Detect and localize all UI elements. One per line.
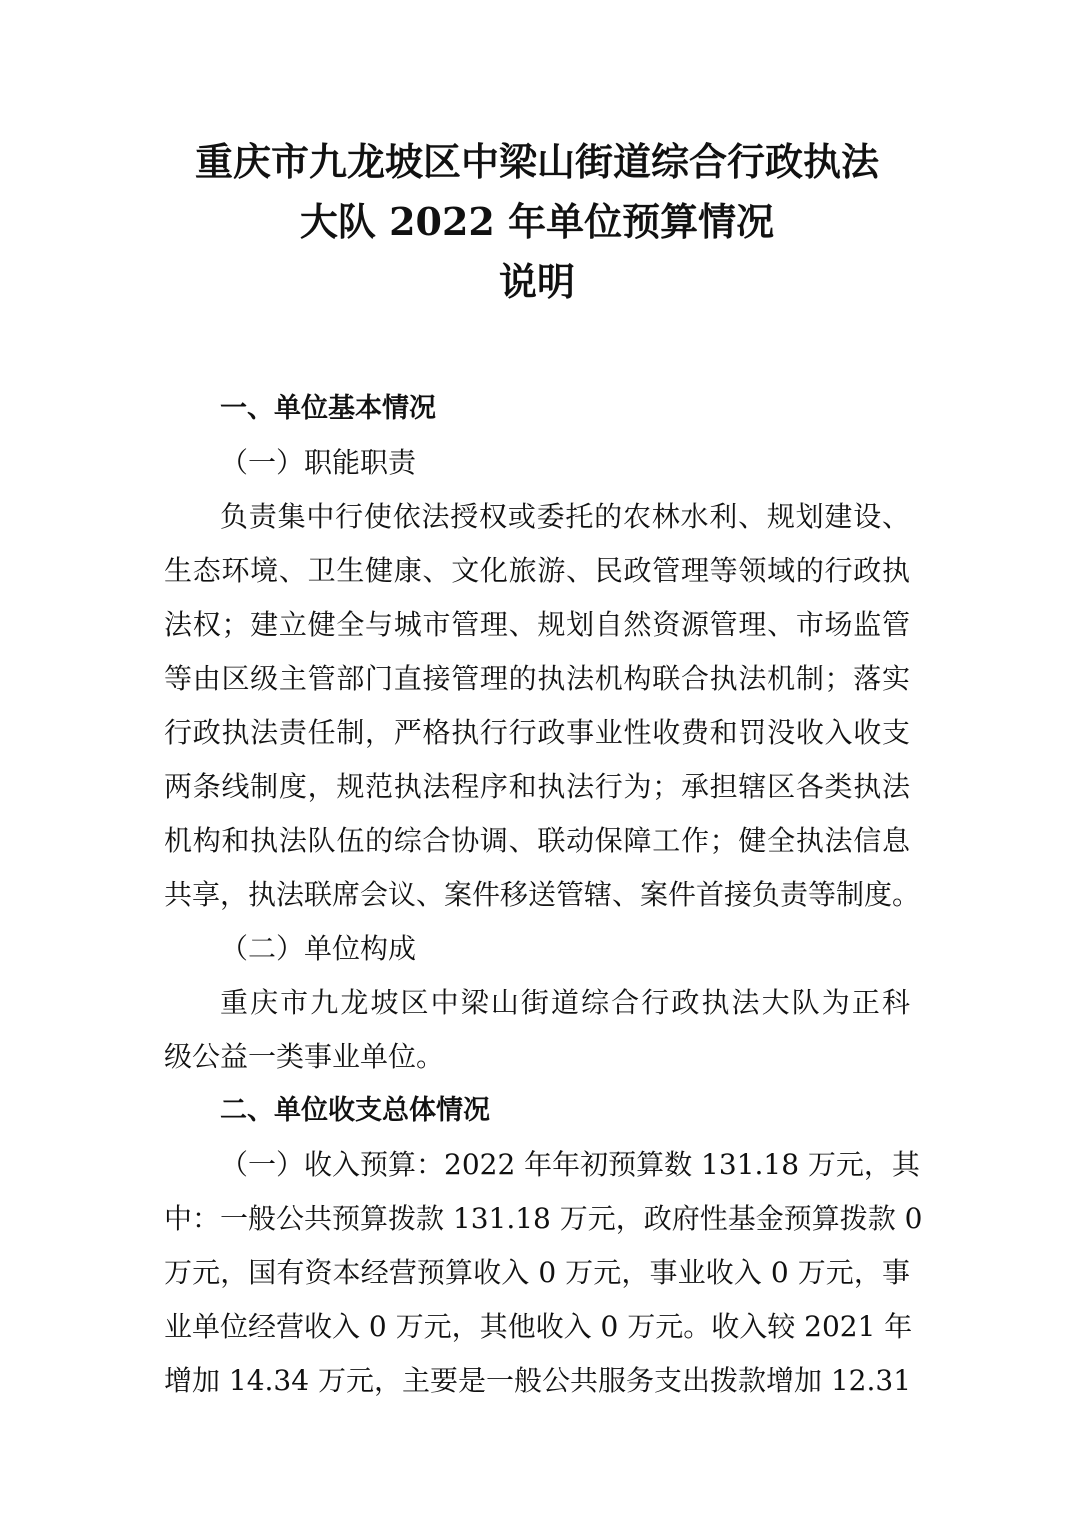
section-1-para-2 [164,976,910,1084]
text-line: （一）收入预算：2022 年年初预算数 131.18 万元，其 [220,1148,920,1181]
section-1-para-1 [164,490,921,922]
document-title [164,132,910,312]
text-line: 法权；建立健全与城市管理、规划自然资源管理、市场监管 [164,608,910,641]
text-line: 业单位经营收入 0 万元，其他收入 0 万元。收入较 2021 年 [164,1310,913,1343]
title-spacer [164,312,910,382]
text-line: 两条线制度，规范执法程序和执法行为；承担辖区各类执法 [164,770,910,803]
text-line: 生态环境、卫生健康、文化旅游、民政管理等领域的行政执 [164,554,910,587]
section-1-sub-2: （二）单位构成 [220,932,417,965]
section-1-heading: 一、单位基本情况 [220,393,436,424]
text-line: 中：一般公共预算拨款 131.18 万元，政府性基金预算拨款 0 [164,1202,923,1235]
text-line: 等由区级主管部门直接管理的执法机构联合执法机制；落实 [164,662,910,695]
text-line: 重庆市九龙坡区中梁山街道综合行政执法大队为正科 [220,986,910,1019]
title-line-3: 说明 [498,259,575,304]
title-line-2: 大队 2022 年单位预算情况 [299,199,775,244]
text-line: 万元，国有资本经营预算收入 0 万元，事业收入 0 万元，事 [164,1256,910,1289]
text-line: 共享，执法联席会议、案件移送管辖、案件首接负责等制度。 [164,878,921,911]
text-line: 机构和执法队伍的综合协调、联动保障工作；健全执法信息 [164,824,910,857]
text-line: 负责集中行使依法授权或委托的农林水利、规划建设、 [220,500,910,533]
section-1-sub-1: （一）职能职责 [220,446,417,479]
text-line: 增加 14.34 万元，主要是一般公共服务支出拨款增加 12.31 [164,1364,912,1397]
title-line-1: 重庆市九龙坡区中梁山街道综合行政执法 [194,139,879,184]
text-line: 行政执法责任制，严格执行行政事业性收费和罚没收入收支 [164,716,910,749]
section-2-heading: 二、单位收支总体情况 [220,1095,490,1126]
text-line: 级公益一类事业单位。 [164,1040,445,1073]
section-2-para-1 [164,1138,923,1408]
